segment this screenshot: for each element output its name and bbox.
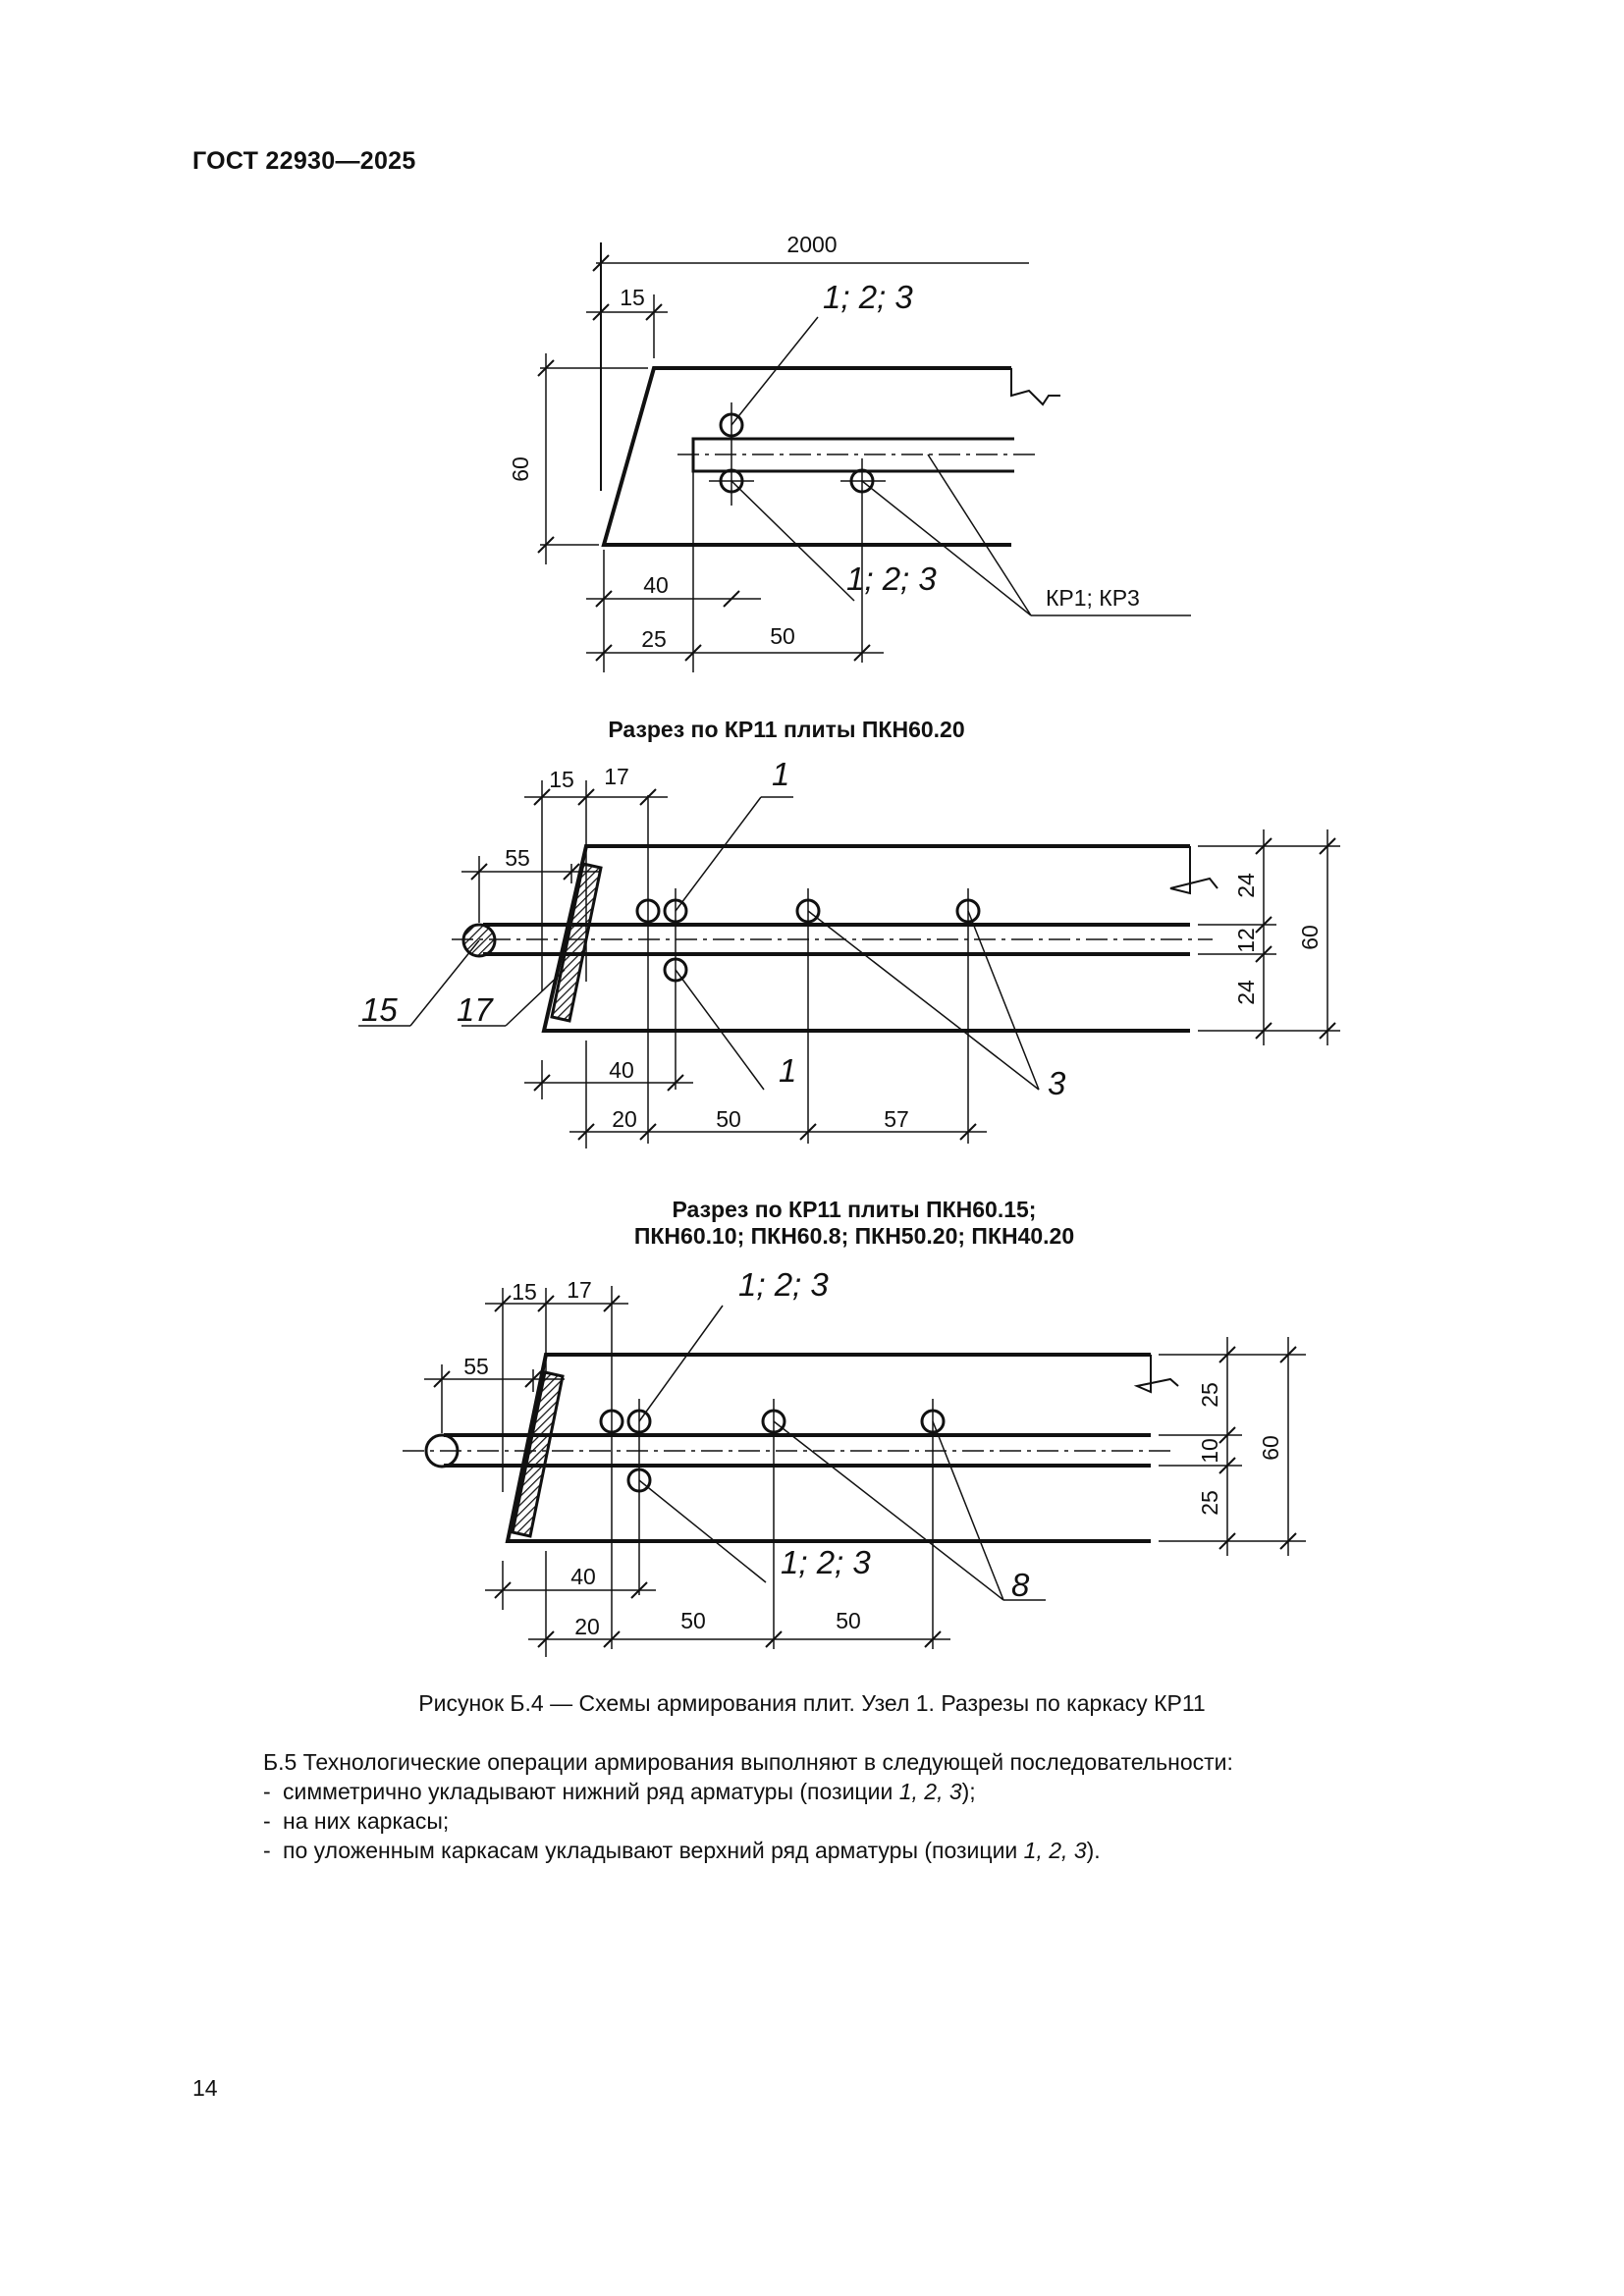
position-label: 8 [1011,1567,1030,1603]
dim-24: 24 [1233,980,1259,1005]
position-label: 15 [361,991,398,1028]
dim-12: 12 [1233,928,1259,953]
dim-40: 40 [643,572,669,598]
dim-50: 50 [716,1106,741,1132]
list-dash: - [263,1808,271,1834]
dim-15: 15 [620,285,645,310]
dim-20: 20 [574,1614,600,1639]
position-label: 1 [772,756,790,792]
position-label: 1; 2; 3 [846,561,937,597]
position-label: 1 [779,1052,797,1089]
dim-60: 60 [508,456,533,482]
dim-24: 24 [1233,873,1259,898]
figure-3-labels [463,1266,1283,1639]
dim-40: 40 [609,1057,634,1083]
position-label: 1; 2; 3 [823,279,913,315]
position-label: 17 [457,991,493,1028]
list-item: - на них каркасы; [263,1808,450,1834]
dim-15: 15 [549,767,574,792]
position-label: 1; 2; 3 [738,1266,829,1303]
dim-17: 17 [604,764,629,789]
list-item: - симметрично укладывают нижний ряд арматуры (позиции 1, 2, 3); [263,1779,976,1804]
list-item: - по уложенным каркасам укладывают верхний ряд арматуры (позиции 1, 2, 3). [263,1838,1101,1863]
dim-15: 15 [512,1279,537,1305]
figure-3-section [403,1286,1306,1657]
position-label: 3 [1048,1065,1066,1101]
dim-10: 10 [1197,1438,1222,1464]
dim-25: 25 [1197,1382,1222,1408]
dim-20: 20 [612,1106,637,1132]
dim-17: 17 [567,1277,592,1303]
dim-50: 50 [770,623,795,649]
section-caption: ПКН60.10; ПКН60.8; ПКН50.20; ПКН40.20 [633,1223,1075,1249]
dim-2000: 2000 [786,232,838,257]
dim-40: 40 [570,1564,596,1589]
section-caption: Разрез по КР11 плиты ПКН60.20 [608,717,965,742]
document-header: ГОСТ 22930—2025 [192,147,416,175]
dim-25: 25 [641,626,667,652]
figure-2-labels [361,756,1323,1132]
frame-label: КР1; КР3 [1046,585,1140,611]
figure-1-labels [508,232,1140,652]
figure-2-section [358,780,1340,1148]
dim-60: 60 [1258,1435,1283,1461]
dim-50: 50 [836,1608,861,1633]
dim-50: 50 [680,1608,706,1633]
position-label: 1; 2; 3 [781,1544,871,1580]
dim-25: 25 [1197,1490,1222,1516]
paragraph-b5 [263,1747,1441,1865]
list-dash: - [263,1779,271,1804]
dim-57: 57 [884,1106,909,1132]
list-dash: - [263,1838,271,1863]
paragraph-intro: Б.5 Технологические операции армирования выполняют в следующей последовательности: [263,1749,1233,1775]
page-number: 14 [192,2075,218,2101]
dim-60: 60 [1297,925,1323,950]
dim-55: 55 [505,845,530,871]
section-caption: Разрез по КР11 плиты ПКН60.15; [672,1197,1037,1222]
dim-55: 55 [463,1354,489,1379]
figure-caption: Рисунок Б.4 — Схемы армирования плит. Узел 1. Разрезы по каркасу КР11 [418,1690,1206,1716]
